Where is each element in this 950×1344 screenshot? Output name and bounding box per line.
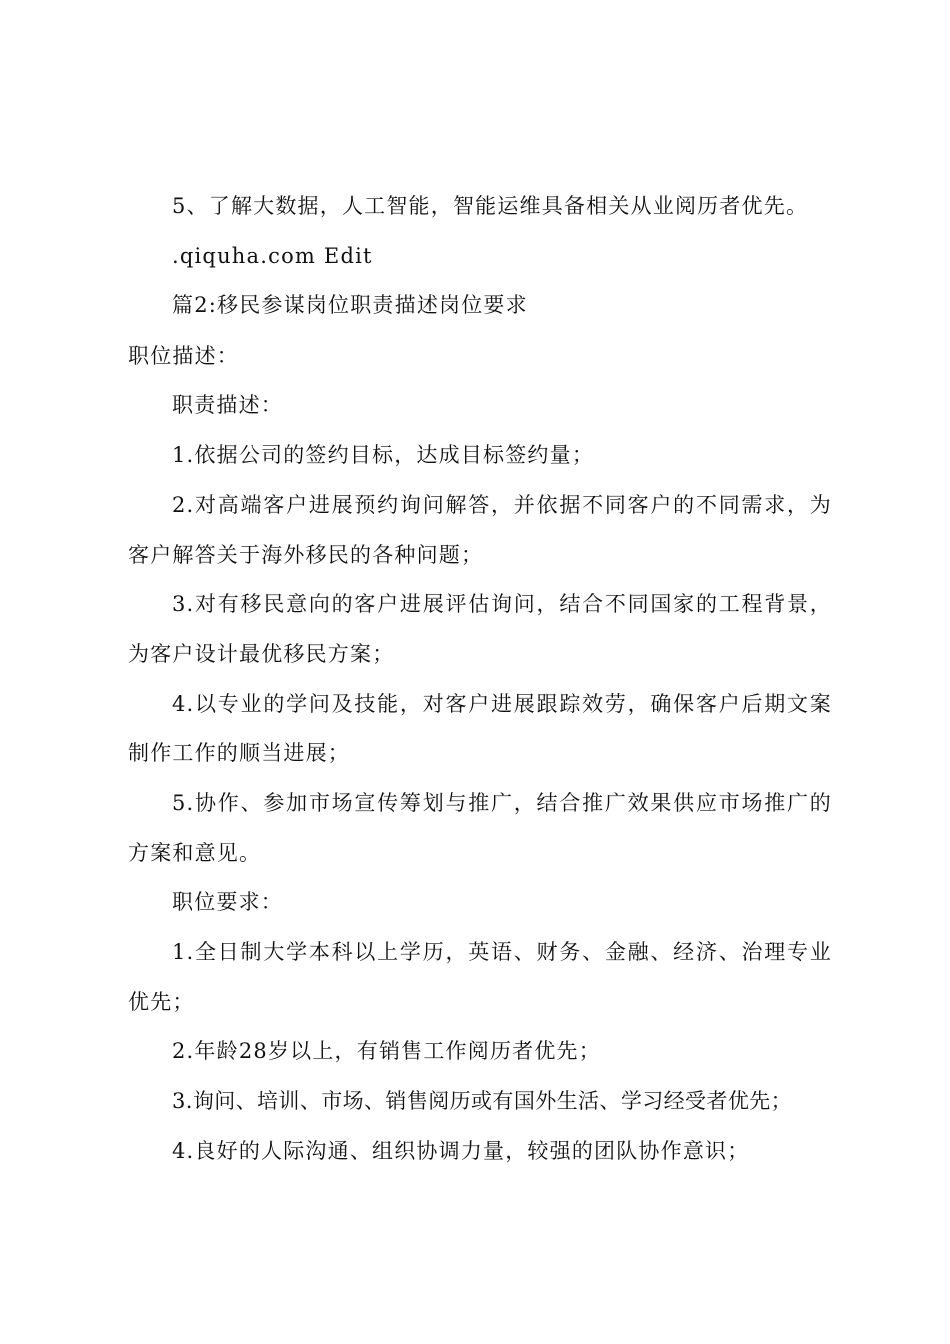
duty-item-4-line1: 4.以专业的学问及技能，对客户进展跟踪效劳，确保客户后期文案 (172, 692, 832, 716)
intro-item: 5、了解大数据，人工智能，智能运维具备相关从业阅历者优先。 (172, 194, 809, 218)
requirement-item-3: 3.询问、培训、市场、销售阅历或有国外生活、学习经受者优先； (172, 1089, 793, 1113)
duty-item-3-line1: 3.对有移民意向的客户进展评估询问，结合不同国家的工程背景， (172, 592, 832, 616)
requirement-item-4: 4.良好的人际沟通、组织协调力量，较强的团队协作意识； (172, 1139, 750, 1163)
article-title: 篇2:移民参谋岗位职责描述岗位要求 (172, 293, 528, 317)
duty-item-3-line2: 为客户设计最优移民方案； (128, 642, 395, 666)
site-note: .qiquha.com Edit (172, 244, 373, 268)
duty-item-4-line2: 制作工作的顺当进展； (128, 741, 350, 765)
duty-item-1: 1.依据公司的签约目标，达成目标签约量； (172, 443, 595, 467)
section-heading: 职位描述： (128, 344, 239, 368)
duty-item-2-line1: 2.对高端客户进展预约询问解答，并依据不同客户的不同需求，为 (172, 493, 832, 517)
requirements-heading: 职位要求： (172, 890, 283, 914)
requirement-item-1-line1: 1.全日制大学本科以上学历，英语、财务、金融、经济、治理专业 (172, 940, 832, 964)
duty-item-2-line2: 客户解答关于海外移民的各种问题； (128, 543, 484, 567)
duty-item-5-line1: 5.协作、参加市场宣传筹划与推广，结合推广效果供应市场推广的 (172, 791, 832, 815)
duty-item-5-line2: 方案和意见。 (128, 841, 262, 865)
duties-heading: 职责描述： (172, 393, 283, 417)
requirement-item-1-line2: 优先； (128, 990, 195, 1014)
requirement-item-2: 2.年龄28岁以上，有销售工作阅历者优先； (172, 1039, 601, 1063)
